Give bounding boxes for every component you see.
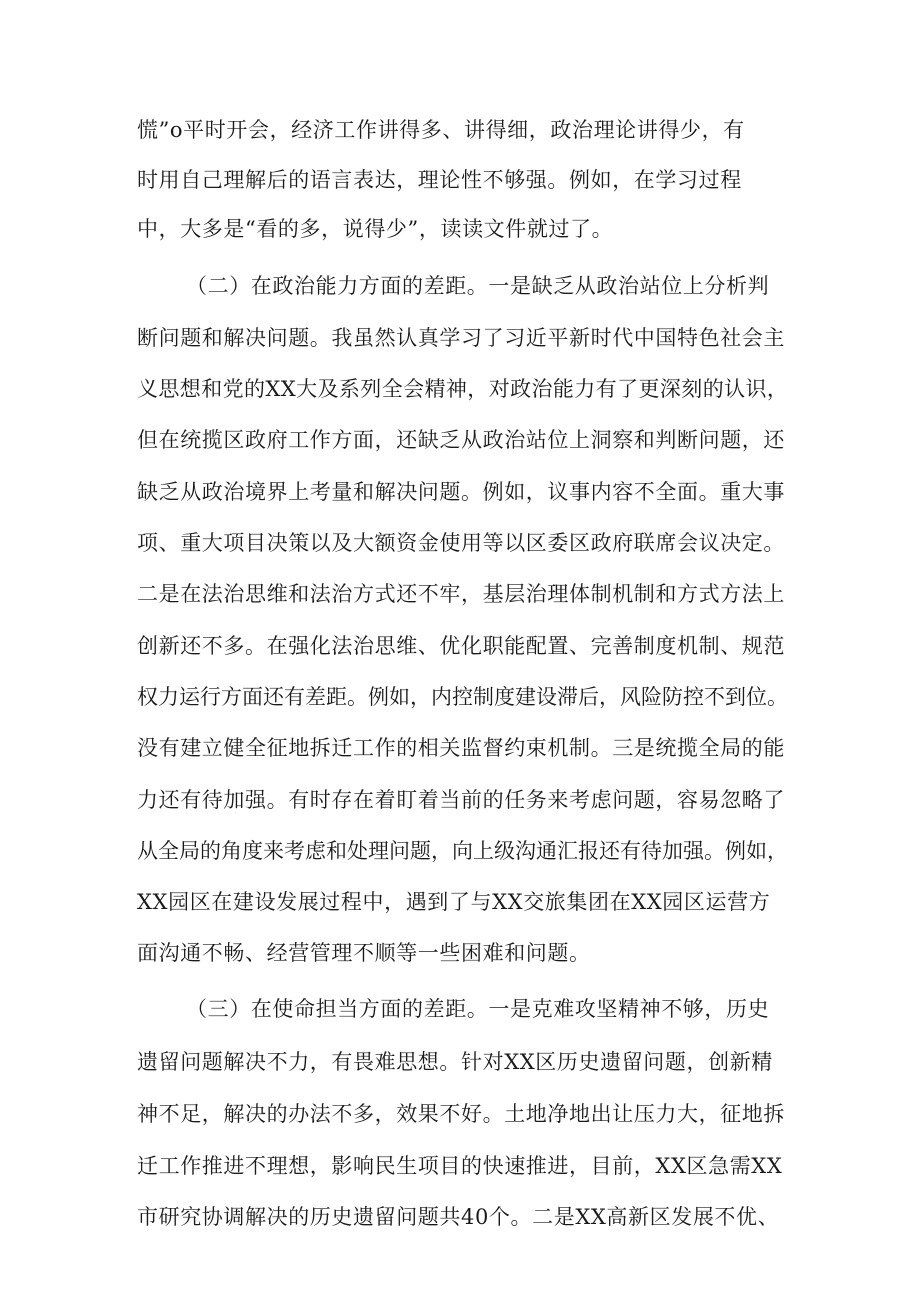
text-line: （二）在政治能力方面的差距。一是缺乏从政治站位上分析判 — [186, 274, 770, 298]
text-line: 从全局的角度来考虑和处理问题，向上级沟通汇报还有待加强。例如， — [137, 839, 788, 863]
text-line: 断问题和解决问题。我虽然认真学习了习近平新时代中国特色社会主 — [137, 326, 785, 350]
text-line: 面沟通不畅、经营管理不顺等一些困难和问题。 — [137, 941, 591, 965]
text-line: 遗留问题解决不力，有畏难思想。针对XX区历史遗留问题，创新精 — [137, 1050, 773, 1074]
text-line: XX园区在建设发展过程中，遇到了与XX交旅集团在XX园区运营方 — [137, 890, 771, 914]
text-line: （三）在使命担当方面的差距。一是克难攻坚精神不够，历史 — [186, 997, 770, 1021]
text-line: 没有建立健全征地拆迁工作的相关监督约束机制。三是统揽全局的能 — [137, 736, 785, 760]
text-line: 权力运行方面还有差距。例如，内控制度建设滞后，风险防控不到位。 — [137, 685, 788, 709]
text-line: 迁工作推进不理想，影响民生项目的快速推进，目前，XX区急需XX — [137, 1154, 783, 1178]
text-line: 项、重大项目决策以及大额资金使用等以区委区政府联席会议决定。 — [137, 531, 785, 555]
text-line: 神不足，解决的办法不多，效果不好。土地净地出让压力大，征地拆 — [137, 1102, 785, 1126]
text-line: 缺乏从政治境界上考量和解决问题。例如，议事内容不全面。重大事 — [137, 480, 785, 504]
text-line: 市研究协调解决的历史遗留问题共40个。二是XX高新区发展不优、 — [137, 1205, 780, 1229]
text-line: 时用自己理解后的语言表达，理论性不够强。例如，在学习过程 — [137, 168, 742, 192]
text-line: 创新还不多。在强化法治思维、优化职能配置、完善制度机制、规范 — [137, 634, 785, 658]
text-line: 义思想和党的XX大及系列全会精神，对政治能力有了更深刻的认识， — [137, 377, 789, 401]
text-line: 慌”o平时开会，经济工作讲得多、讲得细，政治理论讲得少，有 — [137, 118, 745, 142]
text-line: 二是在法治思维和法治方式还不牢，基层治理体制机制和方式方法上 — [137, 582, 785, 606]
text-line: 中，大多是“看的多，说得少”，读读文件就过了。 — [137, 217, 614, 241]
text-line: 但在统揽区政府工作方面，还缺乏从政治站位上洞察和判断问题，还 — [137, 428, 785, 452]
text-line: 力还有待加强。有时存在着盯着当前的任务来考虑问题，容易忽略了 — [137, 788, 785, 812]
